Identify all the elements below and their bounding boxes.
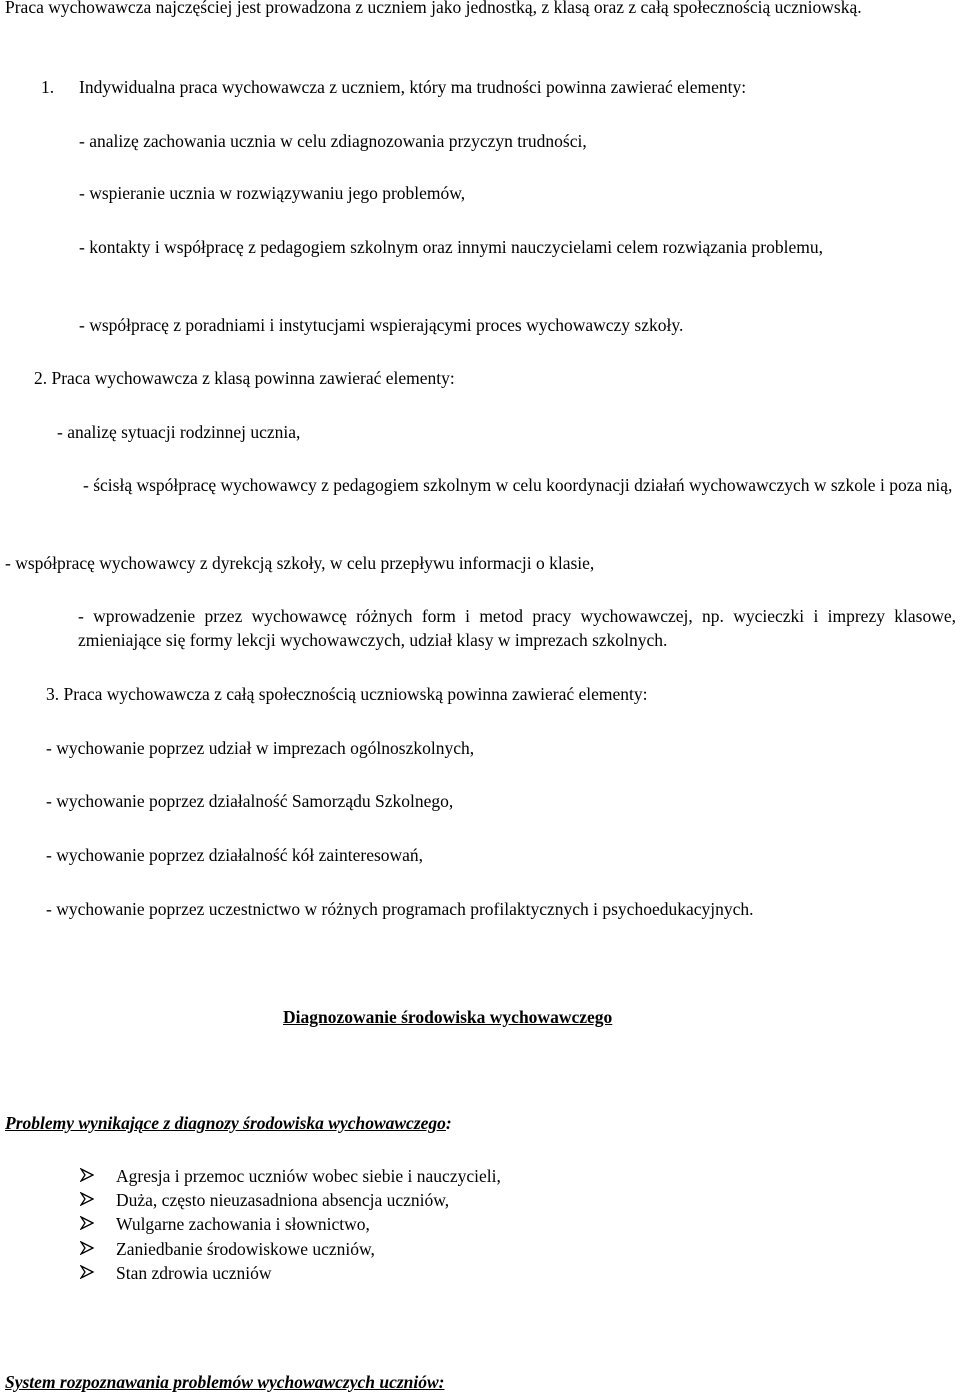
problems-heading-text: Problemy wynikające z diagnozy środowiska wychowawczego: [5, 1113, 446, 1133]
section3-item-4: - wychowanie poprzez uczestnictwo w różnych programach profilaktycznych i psychoedukacyjnych.: [46, 899, 754, 919]
section2-item-4: - wprowadzenie przez wychowawcę różnych form i metod pracy wychowawczej, np. wycieczki i imprezy klasowe, zmieniające się formy lekcji wychowawczych, udział klasy w imprezach szkolnych.: [78, 606, 956, 650]
section1-item-1: - analizę zachowania ucznia w celu zdiagnozowania przyczyn trudności,: [79, 131, 587, 151]
list-item-text: Stan zdrowia uczniów: [116, 1262, 272, 1283]
section1-heading: Indywidualna praca wychowawcza z uczniem, który ma trudności powinna zawierać elementy:: [79, 77, 747, 97]
list-item-text: Agresja i przemoc uczniów wobec siebie i nauczycieli,: [116, 1166, 501, 1186]
list-item-text: Duża, często nieuzasadniona absencja uczniów,: [116, 1190, 450, 1211]
problems-heading-colon: :: [445, 1113, 452, 1133]
section1-number: 1.: [41, 77, 55, 97]
list-item: [80, 1237, 501, 1261]
section1-item-4: - współpracę z poradniami i instytucjami wspierającymi proces wychowawczy szkoły.: [79, 315, 684, 335]
list-item: [80, 1261, 501, 1285]
arrow-bullet-icon: [80, 1168, 94, 1182]
problems-heading: [5, 1111, 452, 1135]
section2-item-3: - współpracę wychowawcy z dyrekcją szkoły, w celu przepływu informacji o klasie,: [5, 553, 595, 573]
section1-item-2: - wspieranie ucznia w rozwiązywaniu jego problemów,: [79, 183, 466, 203]
arrow-bullet-icon: [80, 1216, 94, 1230]
diagnosis-title: Diagnozowanie środowiska wychowawczego: [283, 1007, 613, 1027]
section2-item-2: - ścisłą współpracę wychowawcy z pedagogiem szkolnym w celu koordynacji działań wychowawczych w szkole i poza nią,: [83, 475, 953, 495]
list-item-text: Zaniedbanie środowiskowe uczniów,: [116, 1238, 375, 1259]
problems-list: [80, 1164, 501, 1285]
list-item: [80, 1212, 501, 1236]
arrow-bullet-icon: [80, 1241, 94, 1255]
section1-item-3: - kontakty i współpracę z pedagogiem szkolnym oraz innymi nauczycielami celem rozwiązania problemu,: [79, 237, 823, 257]
list-item: [80, 1164, 501, 1188]
list-item-text: Wulgarne zachowania i słownictwo,: [116, 1214, 370, 1235]
arrow-bullet-icon: [80, 1265, 94, 1279]
section2-heading: 2. Praca wychowawcza z klasą powinna zawierać elementy:: [34, 368, 455, 388]
system-heading: System rozpoznawania problemów wychowawczych uczniów:: [5, 1372, 445, 1392]
section3-item-1: - wychowanie poprzez udział w imprezach ogólnoszkolnych,: [46, 738, 475, 758]
list-item: [80, 1188, 501, 1212]
section2-item-1: - analizę sytuacji rodzinnej ucznia,: [57, 422, 301, 442]
arrow-bullet-icon: [80, 1192, 94, 1206]
section3-heading: 3. Praca wychowawcza z całą społecznością uczniowską powinna zawierać elementy:: [46, 684, 648, 704]
intro-paragraph: Praca wychowawcza najczęściej jest prowadzona z uczniem jako jednostką, z klasą oraz z całą społecznością uczniowską.: [5, 0, 862, 17]
section3-item-3: - wychowanie poprzez działalność kół zainteresowań,: [46, 845, 424, 865]
section3-item-2: - wychowanie poprzez działalność Samorządu Szkolnego,: [46, 791, 454, 811]
